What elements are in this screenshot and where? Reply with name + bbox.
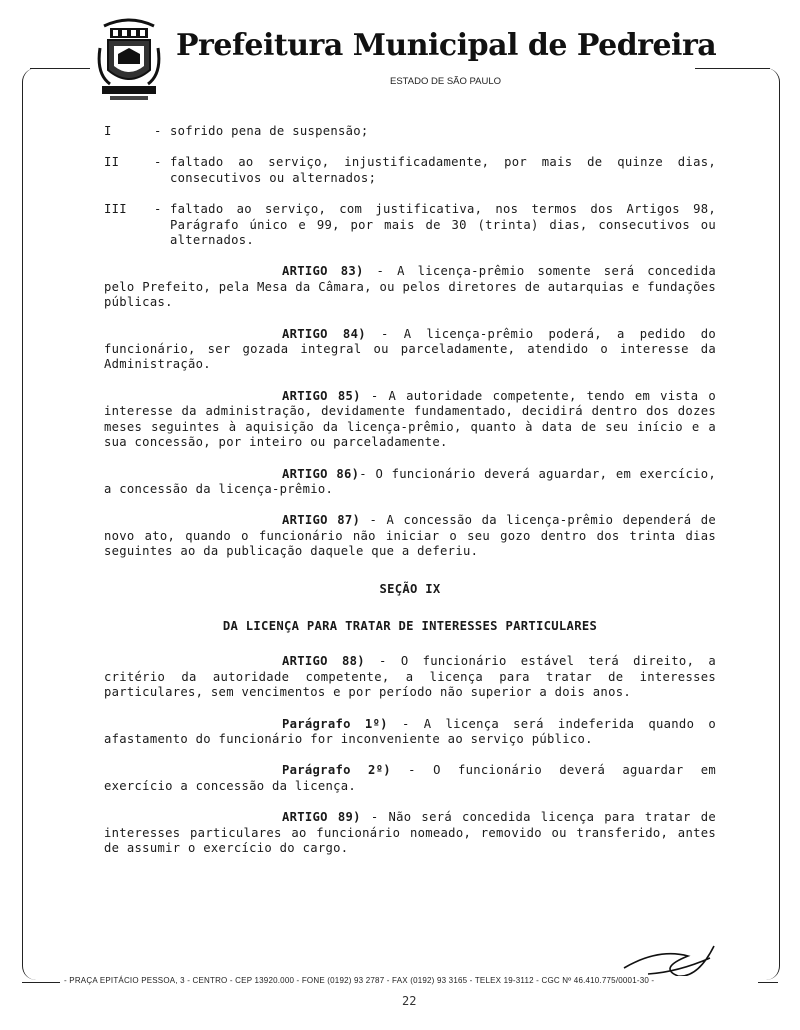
item-number: II <box>104 155 120 170</box>
article-89: ARTIGO 89) - Não será concedida licença para tratar de interesses particulares ao funcionário nomeado, removido ou transferido, antes de assumir o exercício do cargo. <box>104 810 716 855</box>
list-item: III - faltado ao serviço, com justificativa, nos termos dos Artigos 98, Parágrafo único e 99, por mais de 30 (trinta) dias, consecutivos ou alternados. <box>104 202 716 248</box>
article-87: ARTIGO 87) - A concessão da licença-prêmio dependerá de novo ato, quando o funcionário não iniciar o seu gozo dentro dos trinta dias seguintes ao da publicação daquele que a deferiu. <box>104 513 717 559</box>
page-subtitle: ESTADO DE SÃO PAULO <box>390 76 502 87</box>
section-subtitle: DA LICENÇA PARA TRATAR DE INTERESSES PARTICULARES <box>222 618 598 633</box>
page-number: 22 <box>402 994 417 1008</box>
list-item: II - faltado ao serviço, injustificadamente, por mais de quinze dias, consecutivos ou alternados; <box>104 155 716 185</box>
item-text: faltado ao serviço, com justificativa, nos termos dos Artigos 98, Parágrafo único e 99, por mais de 30 (trinta) dias, consecutivos ou alternados. <box>170 202 716 248</box>
list-item: I - sofrido pena de suspensão; <box>104 124 716 139</box>
item-text: sofrido pena de suspensão; <box>170 124 369 138</box>
item-text: faltado ao serviço, injustificadamente, por mais de quinze dias, consecutivos ou alternados; <box>170 155 716 185</box>
footer-address: - PRAÇA EPITÁCIO PESSOA, 3 - CENTRO - CEP 13920.000 - FONE (0192) 93 2787 - FAX (0192) 93 3165 - TELEX 19-3112 - CGC Nº 46.410.775/0001-30 - <box>60 976 758 985</box>
article-88: ARTIGO 88) - O funcionário estável terá direito, a critério da autoridade competente, a licença para tratar de interesses particulares, sem vencimentos e por período não superior a dois anos. <box>104 654 716 700</box>
article-86: ARTIGO 86)- O funcionário deverá aguardar, em exercício, a concessão da licença-prêmio. <box>104 466 717 496</box>
page-title: Prefeitura Municipal de Pedreira <box>176 28 717 63</box>
coat-of-arms-icon <box>96 14 162 104</box>
section-title: SEÇÃO IX <box>379 581 441 596</box>
paragraph-1: Parágrafo 1º) - A licença será indeferida quando o afastamento do funcionário for inconveniente ao serviço público. <box>104 716 716 746</box>
item-number: I <box>104 124 112 138</box>
article-84: ARTIGO 84) - A licença-prêmio poderá, a pedido do funcionário, ser gozada integral ou parceladamente, atendido o interesse da Administração. <box>104 326 716 372</box>
document-body <box>104 124 716 872</box>
frame-top-right <box>695 68 770 69</box>
article-83: ARTIGO 83) - A licença-prêmio somente será concedida pelo Prefeito, pela Mesa da Câmara, ou pelos diretores de autarquias e fundações públicas. <box>104 264 716 310</box>
article-85: ARTIGO 85) - A autoridade competente, tendo em vista o interesse da administração, devidamente fundamentado, decidirá dentro dos dozes meses seguintes à aquisição da licença-prêmio, quanto à data de seu início e a sua concessão, por inteiro ou parceladamente. <box>104 388 716 450</box>
paragraph-2: Parágrafo 2º) - O funcionário deverá aguardar em exercício a concessão da licença. <box>104 763 716 793</box>
frame-top-left <box>30 68 90 69</box>
item-number: III <box>104 202 127 217</box>
